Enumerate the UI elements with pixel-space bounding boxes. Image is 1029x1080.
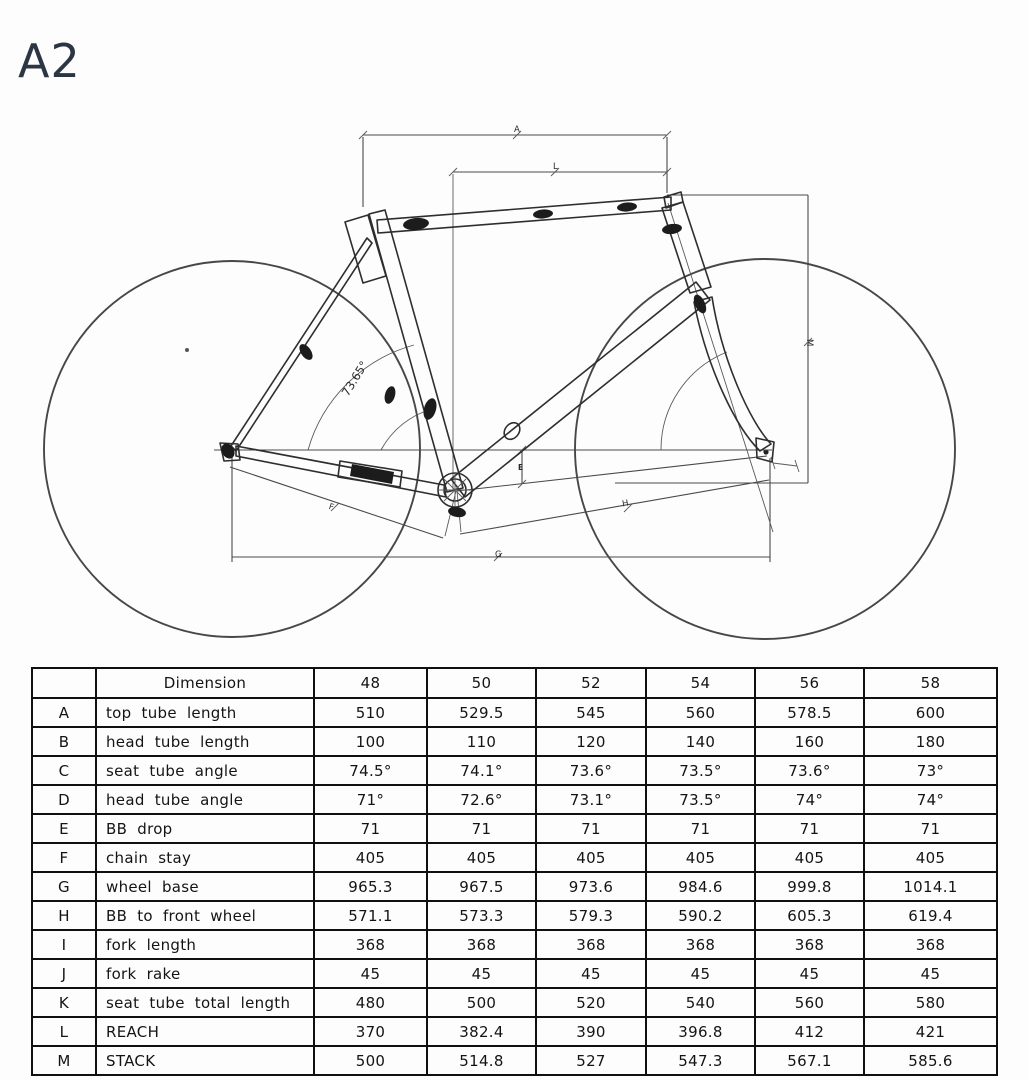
table-row bbox=[32, 756, 997, 785]
value-cell: 578.5 bbox=[755, 698, 864, 727]
row-letter: M bbox=[32, 1046, 96, 1075]
row-dimension-name: STACK bbox=[96, 1046, 314, 1075]
value-cell: 560 bbox=[755, 988, 864, 1017]
row-dimension-name: head tube angle bbox=[96, 785, 314, 814]
value-cell: 540 bbox=[646, 988, 755, 1017]
table-row bbox=[32, 872, 997, 901]
value-cell: 73.5° bbox=[646, 785, 755, 814]
value-cell: 999.8 bbox=[755, 872, 864, 901]
table-row bbox=[32, 901, 997, 930]
value-cell: 527 bbox=[536, 1046, 646, 1075]
table-row bbox=[32, 988, 997, 1017]
value-cell: 567.1 bbox=[755, 1046, 864, 1075]
size-header: 56 bbox=[755, 668, 864, 698]
value-cell: 579.3 bbox=[536, 901, 646, 930]
row-dimension-name: fork rake bbox=[96, 959, 314, 988]
value-cell: 72.6° bbox=[427, 785, 536, 814]
value-cell: 160 bbox=[755, 727, 864, 756]
value-cell: 71 bbox=[755, 814, 864, 843]
dim-mark-chain-stay: F bbox=[327, 502, 336, 513]
table-row bbox=[32, 698, 997, 727]
value-cell: 71° bbox=[314, 785, 427, 814]
value-cell: 390 bbox=[536, 1017, 646, 1046]
value-cell: 590.2 bbox=[646, 901, 755, 930]
value-cell: 45 bbox=[864, 959, 997, 988]
table-row bbox=[32, 727, 997, 756]
size-header: 52 bbox=[536, 668, 646, 698]
geometry-table bbox=[31, 667, 998, 1076]
row-dimension-name: BB drop bbox=[96, 814, 314, 843]
value-cell: 45 bbox=[314, 959, 427, 988]
dim-mark-top-tube: A bbox=[514, 125, 520, 135]
value-cell: 421 bbox=[864, 1017, 997, 1046]
table-body bbox=[32, 698, 997, 1075]
table-row bbox=[32, 1017, 997, 1046]
seat-angle-annotation: 73.65° bbox=[338, 358, 372, 399]
table-row bbox=[32, 959, 997, 988]
value-cell: 405 bbox=[646, 843, 755, 872]
table-header-row bbox=[32, 668, 997, 698]
size-header: 58 bbox=[864, 668, 997, 698]
row-letter: H bbox=[32, 901, 96, 930]
value-cell: 585.6 bbox=[864, 1046, 997, 1075]
table-row bbox=[32, 814, 997, 843]
row-dimension-name: seat tube total length bbox=[96, 988, 314, 1017]
value-cell: 120 bbox=[536, 727, 646, 756]
table-row bbox=[32, 1046, 997, 1075]
value-cell: 368 bbox=[314, 930, 427, 959]
value-cell: 382.4 bbox=[427, 1017, 536, 1046]
value-cell: 973.6 bbox=[536, 872, 646, 901]
value-cell: 368 bbox=[536, 930, 646, 959]
value-cell: 74° bbox=[864, 785, 997, 814]
value-cell: 370 bbox=[314, 1017, 427, 1046]
value-cell: 71 bbox=[314, 814, 427, 843]
value-cell: 368 bbox=[755, 930, 864, 959]
value-cell: 560 bbox=[646, 698, 755, 727]
dimension-header: Dimension bbox=[96, 668, 314, 698]
value-cell: 73.1° bbox=[536, 785, 646, 814]
table-row bbox=[32, 785, 997, 814]
value-cell: 573.3 bbox=[427, 901, 536, 930]
dim-mark-reach: L bbox=[553, 162, 558, 172]
row-letter: L bbox=[32, 1017, 96, 1046]
value-cell: 605.3 bbox=[755, 901, 864, 930]
row-dimension-name: chain stay bbox=[96, 843, 314, 872]
dim-mark-bb-front-wheel: H bbox=[621, 498, 630, 510]
value-cell: 100 bbox=[314, 727, 427, 756]
diagram-annotations bbox=[327, 125, 814, 560]
value-cell: 1014.1 bbox=[864, 872, 997, 901]
value-cell: 405 bbox=[427, 843, 536, 872]
value-cell: 405 bbox=[864, 843, 997, 872]
value-cell: 73.6° bbox=[755, 756, 864, 785]
value-cell: 396.8 bbox=[646, 1017, 755, 1046]
row-letter: D bbox=[32, 785, 96, 814]
value-cell: 405 bbox=[755, 843, 864, 872]
value-cell: 45 bbox=[646, 959, 755, 988]
value-cell: 545 bbox=[536, 698, 646, 727]
dim-mark-stack: M bbox=[804, 339, 814, 347]
value-cell: 73.6° bbox=[536, 756, 646, 785]
value-cell: 110 bbox=[427, 727, 536, 756]
value-cell: 480 bbox=[314, 988, 427, 1017]
value-cell: 368 bbox=[646, 930, 755, 959]
value-cell: 500 bbox=[314, 1046, 427, 1075]
value-cell: 74.1° bbox=[427, 756, 536, 785]
value-cell: 71 bbox=[536, 814, 646, 843]
value-cell: 180 bbox=[864, 727, 997, 756]
value-cell: 984.6 bbox=[646, 872, 755, 901]
value-cell: 405 bbox=[314, 843, 427, 872]
value-cell: 967.5 bbox=[427, 872, 536, 901]
row-dimension-name: REACH bbox=[96, 1017, 314, 1046]
value-cell: 71 bbox=[427, 814, 536, 843]
row-dimension-name: head tube length bbox=[96, 727, 314, 756]
value-cell: 547.3 bbox=[646, 1046, 755, 1075]
row-letter: E bbox=[32, 814, 96, 843]
row-dimension-name: BB to front wheel bbox=[96, 901, 314, 930]
row-dimension-name: seat tube angle bbox=[96, 756, 314, 785]
value-cell: 412 bbox=[755, 1017, 864, 1046]
value-cell: 520 bbox=[536, 988, 646, 1017]
table-row bbox=[32, 843, 997, 872]
value-cell: 73° bbox=[864, 756, 997, 785]
value-cell: 500 bbox=[427, 988, 536, 1017]
value-cell: 368 bbox=[864, 930, 997, 959]
value-cell: 45 bbox=[427, 959, 536, 988]
row-letter: C bbox=[32, 756, 96, 785]
dim-mark-bb-drop: E bbox=[518, 463, 524, 472]
row-letter: B bbox=[32, 727, 96, 756]
value-cell: 405 bbox=[536, 843, 646, 872]
value-cell: 510 bbox=[314, 698, 427, 727]
size-header: 48 bbox=[314, 668, 427, 698]
table-row bbox=[32, 930, 997, 959]
value-cell: 74° bbox=[755, 785, 864, 814]
value-cell: 140 bbox=[646, 727, 755, 756]
value-cell: 580 bbox=[864, 988, 997, 1017]
dim-mark-wheel-base: G bbox=[495, 550, 502, 560]
size-header: 54 bbox=[646, 668, 755, 698]
value-cell: 368 bbox=[427, 930, 536, 959]
row-dimension-name: top tube length bbox=[96, 698, 314, 727]
value-cell: 73.5° bbox=[646, 756, 755, 785]
size-header: 50 bbox=[427, 668, 536, 698]
corner-cell bbox=[32, 668, 96, 698]
value-cell: 965.3 bbox=[314, 872, 427, 901]
value-cell: 74.5° bbox=[314, 756, 427, 785]
value-cell: 71 bbox=[864, 814, 997, 843]
row-letter: A bbox=[32, 698, 96, 727]
row-letter: G bbox=[32, 872, 96, 901]
value-cell: 529.5 bbox=[427, 698, 536, 727]
value-cell: 619.4 bbox=[864, 901, 997, 930]
value-cell: 71 bbox=[646, 814, 755, 843]
value-cell: 600 bbox=[864, 698, 997, 727]
row-dimension-name: fork length bbox=[96, 930, 314, 959]
row-letter: K bbox=[32, 988, 96, 1017]
row-letter: F bbox=[32, 843, 96, 872]
value-cell: 514.8 bbox=[427, 1046, 536, 1075]
row-dimension-name: wheel base bbox=[96, 872, 314, 901]
value-cell: 45 bbox=[755, 959, 864, 988]
wheel-circles bbox=[44, 259, 955, 639]
value-cell: 571.1 bbox=[314, 901, 427, 930]
row-letter: I bbox=[32, 930, 96, 959]
page-title: A2 bbox=[18, 34, 81, 88]
row-letter: J bbox=[32, 959, 96, 988]
value-cell: 45 bbox=[536, 959, 646, 988]
